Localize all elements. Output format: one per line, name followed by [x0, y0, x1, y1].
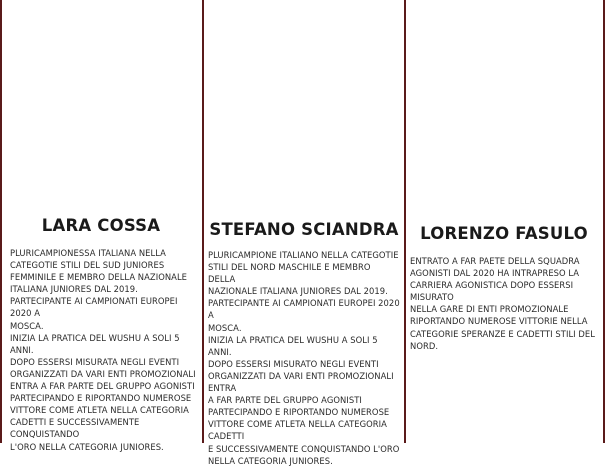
- athlete-card-stefano-sciandra: [208, 220, 400, 467]
- athlete-name: LARA COSSA: [41, 216, 161, 235]
- athlete-name: LORENZO FASULO: [420, 224, 588, 243]
- column-divider-1: [202, 0, 204, 443]
- column-divider-2: [404, 0, 406, 443]
- athlete-bio: PLURICAMPIONE ITALIANO NELLA CATEGOTIE STILI DEL NORD MASCHILE E MEMBRO DELLA NAZIONALE ITALIANA JUNIORES DAL 2019. PARTECIPANTE AI CAMPIONATI EUROPEI 2020 A MOSCA. INIZIA LA PRATICA DEL WUSHU A SOLI 5 ANNI. DOPO ESSERSI MISURATO NEGLI EVENTI ORGANIZZATI DA VARI ENTI PROMOZIONALI ENTRA A FAR PARTE DEL GRUPPO AGONISTI PARTECIPANDO E RIPORTANDO NUMEROSE VITTORE COME ATLETA NELLA CATEGORIA CADETTI E SUCCESSIVAMENTE CONQUISTANDO L'ORO NELLA CATEGORIA JUNIORES.: [208, 250, 400, 466]
- athlete-card-lara-cossa: [10, 216, 200, 453]
- athlete-card-lorenzo-fasulo: [410, 224, 600, 352]
- athlete-bio: ENTRATO A FAR PAETE DELLA SQUADRA AGONISTI DAL 2020 HA INTRAPRESO LA CARRIERA AGONISTICA DOPO ESSERSI MISURATO NELLA GARE DI ENTI PROMOZIONALE RIPORTANDO NUMEROSE VITTORIE NELLA CATEGORIE SPERANZE E CADETTI STILI DEL NORD.: [410, 256, 595, 351]
- column-divider-right: [603, 0, 605, 443]
- athlete-bio: PLURICAMPIONESSA ITALIANA NELLA CATEGOTIE STILI DEL SUD JUNIORES FEMMINILE E MEMBRO DELLA NAZIONALE ITALIANA JUNIORES DAL 2019. PARTECIPANTE AI CAMPIONATI EUROPEI 2020 A MOSCA. INIZIA LA PRATICA DEL WUSHU A SOLI 5 ANNI. DOPO ESSERSI MISURATA NEGLI EVENTI ORGANIZZATI DA VARI ENTI PROMOZIONALI ENTRA A FAR PARTE DEL GRUPPO AGONISTI PARTECIPANDO E RIPORTANDO NUMEROSE VITTORE COME ATLETA NELLA CATEGORIA CADETTI E SUCCESSIVAMENTE CONQUISTANDO L'ORO NELLA CATEGORIA JUNIORES.: [10, 248, 196, 452]
- column-divider-left: [0, 0, 2, 443]
- athlete-name: STEFANO SCIANDRA: [209, 220, 399, 239]
